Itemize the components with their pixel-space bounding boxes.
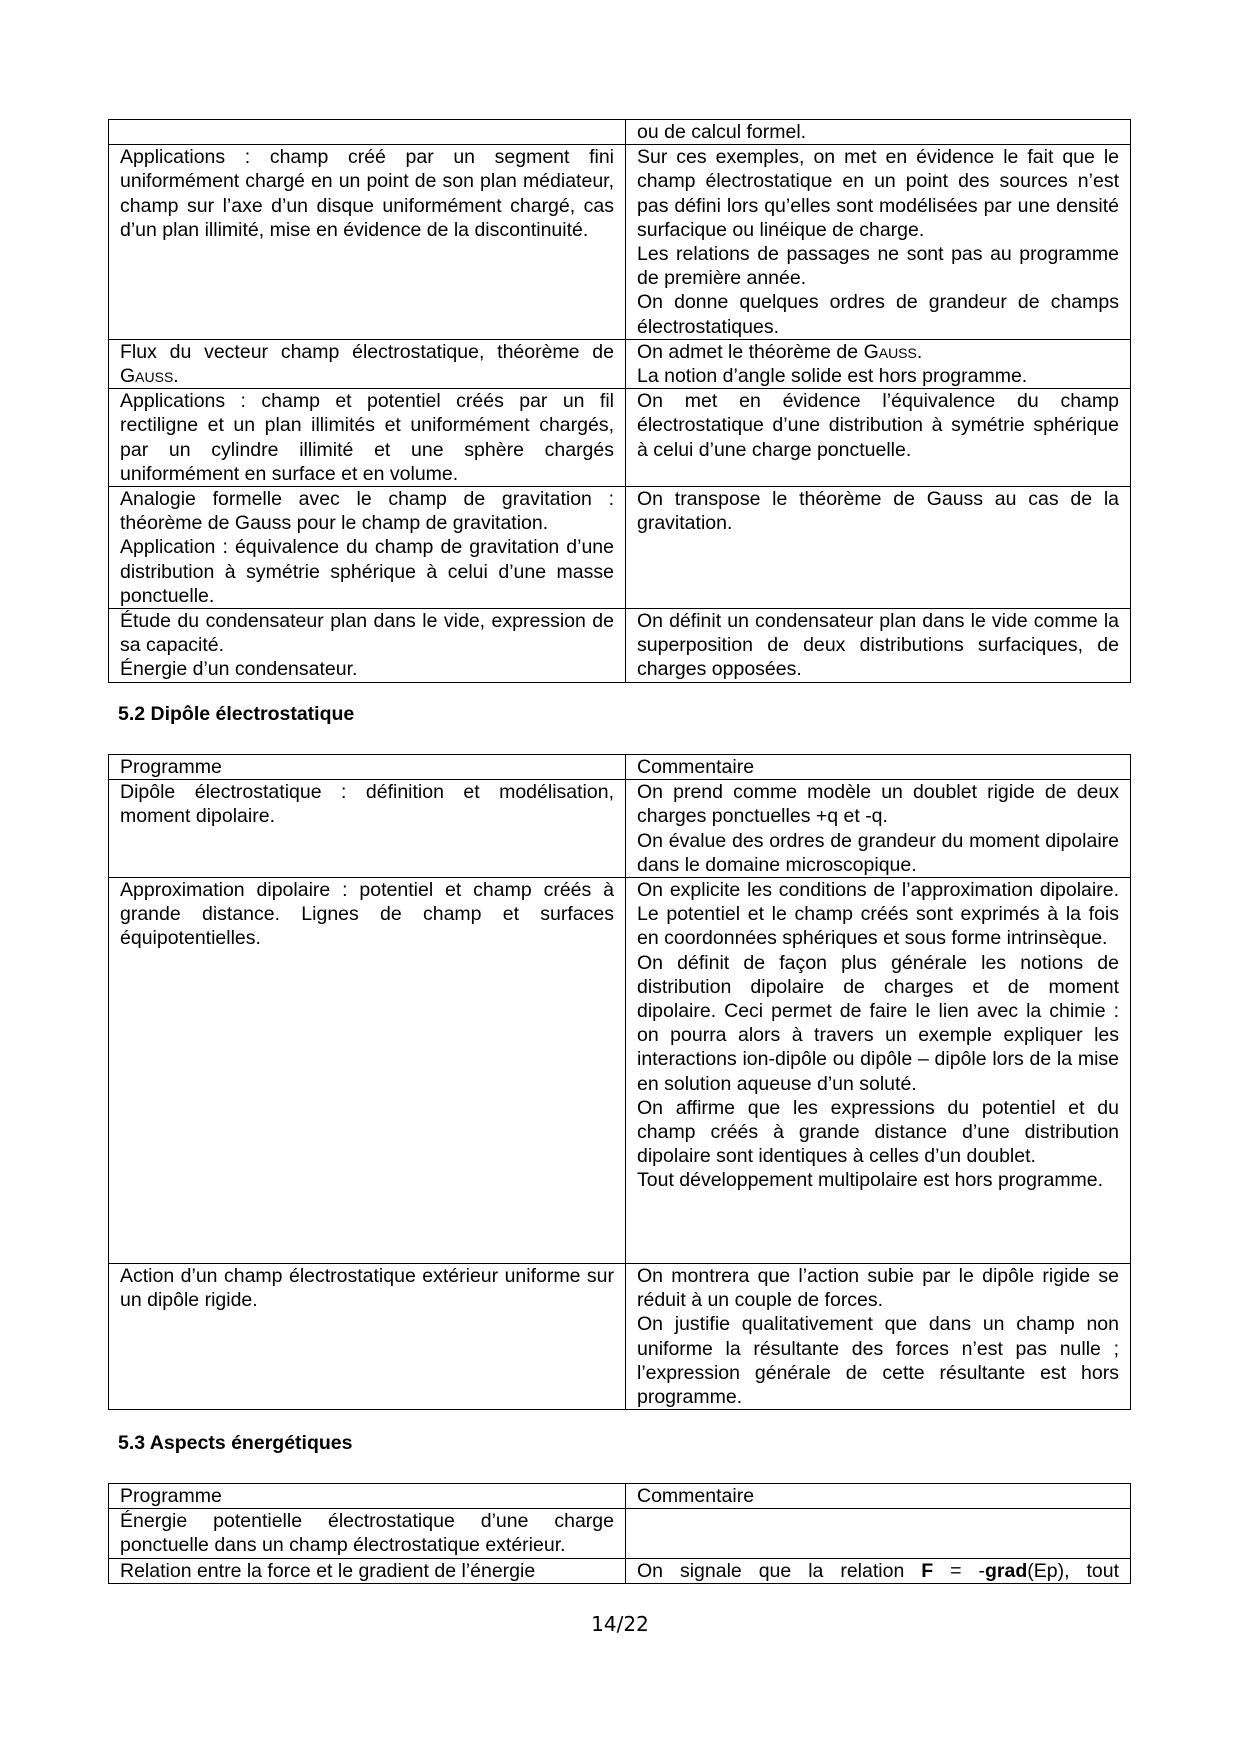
programme-cell [109, 1558, 626, 1583]
comment-text-part: On signale que la relation [637, 1559, 905, 1582]
comment-text: On justifie qualitativement que dans un champ non uniforme la résultante des forces n’est pas nulle ; l’expression générale de cette résultante est hors programme. [637, 1313, 1119, 1409]
comment-text: On affirme que les expressions du potentiel et du champ créés à grande distance d’une distribution dipolaire sont identiques à celles d’un doublet. [637, 1096, 1119, 1168]
programme-text: Applications : champ et potentiel créés par un fil rectiligne et un plan illimités et uniformément chargés, par un cylindre illimité et une sphère chargés uniformément en surface et en volume. [120, 390, 614, 485]
table-row [109, 780, 1131, 878]
programme-text: Énergie d’un condensateur. [120, 658, 358, 681]
column-header-commentaire: Commentaire [626, 755, 1131, 780]
table-section-5-1-continued [108, 119, 1131, 683]
programme-cell [109, 1264, 626, 1410]
commentaire-cell [626, 339, 1131, 388]
comment-text [637, 1559, 1119, 1583]
gauss-name: Gauss [120, 365, 174, 388]
table-section-5-3 [108, 1483, 1131, 1584]
table-row [109, 389, 1131, 487]
table-section-5-2 [108, 754, 1131, 1410]
programme-cell [109, 389, 626, 487]
programme-text: Relation entre la force et le gradient de l’énergie [120, 1559, 536, 1582]
programme-text-suffix: . [173, 365, 179, 388]
programme-cell [109, 1509, 626, 1558]
comment-text: On explicite les conditions de l’approximation dipolaire. Le potentiel et le champ créés sont exprimés à la fois en coordonnées sphériques et sous forme intrinsèque. [637, 879, 1119, 950]
comment-text: Les relations de passages ne sont pas au programme de première année. [637, 243, 1119, 290]
table-row [109, 1264, 1131, 1410]
commentaire-cell [626, 120, 1131, 145]
page-number: 14/22 [591, 1612, 649, 1636]
commentaire-cell [626, 1264, 1131, 1410]
comment-text: ou de calcul formel. [637, 121, 807, 143]
column-header-programme: Programme [109, 755, 626, 780]
section-heading-5-2: 5.2 Dipôle électrostatique [118, 703, 355, 725]
table-row [109, 609, 1131, 683]
table-row [109, 145, 1131, 340]
force-vector: F [921, 1559, 934, 1582]
programme-text [120, 340, 614, 388]
programme-text-part: Flux du vecteur champ électrostatique, théorème de [120, 340, 614, 363]
comment-text: On prend comme modèle un doublet rigide de deux charges ponctuelles +q et -q. [637, 781, 1119, 828]
gauss-name: Gauss [863, 340, 917, 363]
programme-cell [109, 487, 626, 609]
commentaire-cell [626, 389, 1131, 487]
programme-text: Dipôle électrostatique : définition et modélisation, moment dipolaire. [120, 781, 614, 828]
table-row [109, 878, 1131, 1264]
programme-text: Énergie potentielle électrostatique d’une charge ponctuelle dans un champ électrostatique extérieur. [120, 1510, 614, 1557]
table-row [109, 339, 1131, 388]
programme-text: Applications : champ créé par un segment fini uniformément chargé en un point de son plan médiateur, champ sur l’axe d’un disque uniformément chargé, cas d’un plan illimité, mise en évidence de la discontinuité. [120, 146, 614, 241]
comment-text: Tout développement multipolaire est hors programme. [637, 1169, 1104, 1192]
comment-text: On définit un condensateur plan dans le vide comme la superposition de deux distributions surfaciques, de charges opposées. [637, 610, 1119, 681]
table-row [109, 487, 1131, 609]
comment-text-suffix: . [916, 340, 923, 363]
programme-cell [109, 780, 626, 878]
programme-text: Étude du condensateur plan dans le vide, expression de sa capacité. [120, 610, 614, 657]
commentaire-cell [626, 609, 1131, 683]
comment-text: La notion d’angle solide est hors programme. [637, 365, 1028, 388]
gradient-operator: grad [985, 1559, 1028, 1582]
column-header-commentaire: Commentaire [626, 1484, 1131, 1509]
table-header-row [109, 755, 1131, 780]
programme-cell [109, 609, 626, 683]
section-heading-5-3: 5.3 Aspects énergétiques [118, 1432, 353, 1454]
table-row [109, 120, 1131, 145]
commentaire-cell [626, 487, 1131, 609]
table-row [109, 1558, 1131, 1583]
comment-text-part: = - [950, 1559, 985, 1582]
table-row [109, 1509, 1131, 1558]
table-header-row [109, 1484, 1131, 1509]
commentaire-cell [626, 1558, 1131, 1583]
programme-cell [109, 120, 626, 145]
comment-text-part: On admet le théorème de [637, 340, 859, 363]
commentaire-cell [626, 145, 1131, 340]
comment-text: Sur ces exemples, on met en évidence le fait que le champ électrostatique en un point des sources n’est pas défini lors qu’elles sont modélisées par une densité surfacique ou linéique de charge. [637, 146, 1119, 241]
programme-text: Analogie formelle avec le champ de gravitation : théorème de Gauss pour le champ de gravitation. [120, 488, 614, 535]
commentaire-cell [626, 878, 1131, 1264]
comment-text: On transpose le théorème de Gauss au cas de la gravitation. [637, 488, 1119, 535]
comment-text [637, 340, 1119, 364]
programme-text: Approximation dipolaire : potentiel et champ créés à grande distance. Lignes de champ et surfaces équipotentielles. [120, 879, 614, 950]
comment-text: On évalue des ordres de grandeur du moment dipolaire dans le domaine microscopique. [637, 829, 1119, 876]
programme-text: Application : équivalence du champ de gravitation d’une distribution à symétrie sphérique à celui d’une masse ponctuelle. [120, 536, 614, 607]
comment-text-part: (Ep), tout [1027, 1559, 1120, 1582]
comment-text: On montrera que l’action subie par le dipôle rigide se réduit à un couple de forces. [637, 1265, 1119, 1312]
commentaire-cell [626, 780, 1131, 878]
programme-cell [109, 145, 626, 340]
comment-text: On met en évidence l’équivalence du champ électrostatique d’une distribution à symétrie sphérique à celui d’une charge ponctuelle. [637, 390, 1119, 461]
programme-cell [109, 878, 626, 1264]
commentaire-cell [626, 1509, 1131, 1558]
comment-text: On donne quelques ordres de grandeur de champs électrostatiques. [637, 291, 1119, 338]
column-header-programme: Programme [109, 1484, 626, 1509]
programme-text: Action d’un champ électrostatique extérieur uniforme sur un dipôle rigide. [120, 1265, 614, 1312]
comment-text: On définit de façon plus générale les notions de distribution dipolaire de charges et de moment dipolaire. Ceci permet de faire le lien avec la chimie : on pourra alors à travers un exemple expliquer les interactions ion-dipôle ou dipôle – dipôle lors de la mise en solution aqueuse d’un soluté. [637, 951, 1119, 1095]
programme-cell [109, 339, 626, 388]
